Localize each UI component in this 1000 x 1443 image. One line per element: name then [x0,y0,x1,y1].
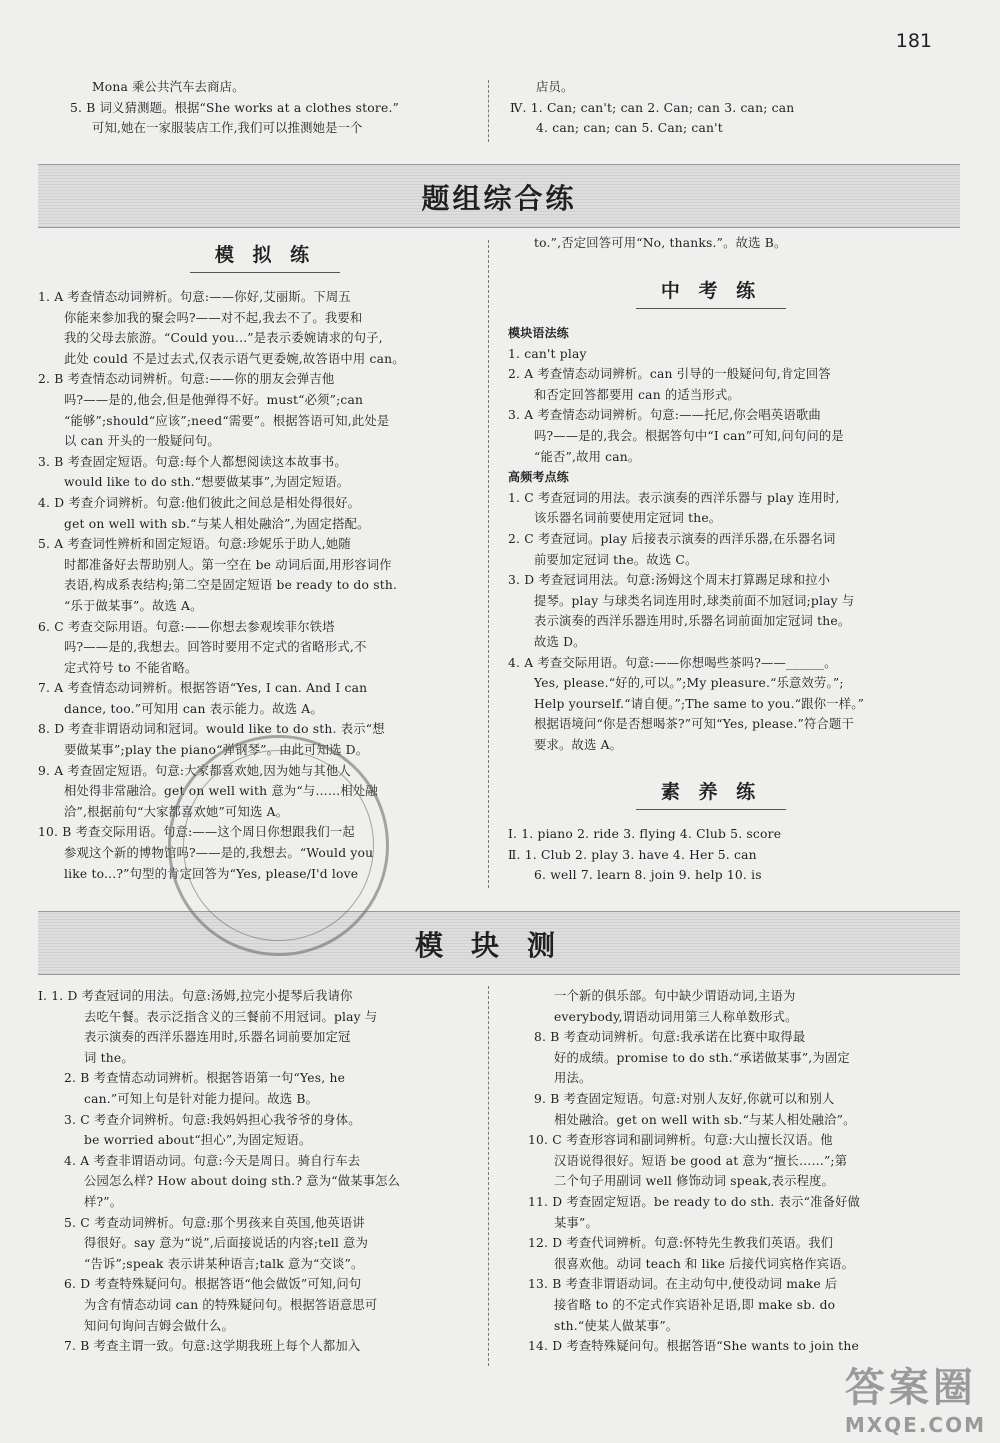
top-left-block [66,77,476,139]
text-line: 根据语境问“你是否想喝茶?”可知“Yes, please.”符合题干 [534,717,854,732]
text-line: 3. D 考查冠词用法。句意:汤姆这个周末打算踢足球和拉小 [508,573,831,588]
text-line: 很喜欢他。动词 teach 和 like 后接代词宾格作宾语。 [554,1256,855,1271]
text-line: 3. B 考查固定短语。句意:每个人都想阅读这本故事书。 [38,454,347,469]
text-line: “能够”;should“应该”;need“需要”。根据答语可知,此处是 [64,413,390,428]
text-line: 一个新的俱乐部。句中缺少谓语动词,主语为 [554,989,796,1003]
text-line: sth.“使某人做某事”。 [554,1318,679,1333]
text-line: 6. C 考查交际用语。句意:——你想去参观埃菲尔铁塔 [38,619,335,634]
text-line: 1. can't play [508,346,587,361]
text-line: would like to do sth.“想要做某事”,为固定短语。 [64,475,350,490]
text-line: Mona 乘公共汽车去商店。 [92,80,245,94]
page-number: 181 [895,30,932,52]
zhongkao-body [508,323,948,755]
text-line: 5. A 考查词性辨析和固定短语。句意:珍妮乐于助人,她随 [38,537,351,552]
text-line: 表示演奏的西洋乐器连用时,乐器名词前面加定冠词 the。 [534,614,851,629]
text-line: 12. D 考查代词辨析。句意:怀特先生教我们英语。我们 [528,1236,834,1251]
text-line: 提琴。play 与球类名词连用时,球类前面不加冠词;play 与 [534,593,855,608]
text-line: 用法。 [554,1071,592,1086]
text-line: 汉语说得很好。短语 be good at 意为“擅长……”;第 [554,1153,848,1168]
text-line: 好的成绩。promise to do sth.“承诺做某事”,为固定 [554,1050,850,1065]
text-line: 吗?——是的,我会。根据答句中“I can”可知,问句问的是 [534,428,844,443]
text-line: 该乐器名词前要使用定冠词 the。 [534,511,722,526]
text-line: 9. A 考查固定短语。句意:大家都喜欢她,因为她与其他人 [38,763,351,778]
column-divider [488,80,489,142]
text-line: 4. D 考查介词辨析。句意:他们彼此之间总是相处得很好。 [38,495,361,510]
text-line: 1. C 考查冠词的用法。表示演奏的西洋乐器与 play 连用时, [508,490,840,505]
text-line: 要做某事”;play the piano“弹钢琴”。由此可知选 D。 [64,743,369,758]
text-line: 得很好。say 意为“说”,后面接说话的内容;tell 意为 [84,1236,369,1251]
text-line: 6. well 7. learn 8. join 9. help 10. is [534,868,762,883]
text-line: 相处融洽。get on well with sb.“与某人相处融洽”。 [554,1112,856,1127]
text-line: 14. D 考查特殊疑问句。根据答语“She wants to join the [528,1339,859,1354]
watermark-logo-text: 答案圈 [844,1365,977,1411]
text-line: 接省略 to 的不定式作宾语补足语,即 make sb. do [554,1297,836,1312]
text-line: 店员。 [536,80,574,94]
column-divider [488,986,489,1366]
text-line: 2. C 考查冠词。play 后接表示演奏的西洋乐器,在乐器名词 [508,531,836,546]
text-line: 4. A 考查交际用语。句意:——你想喝些茶吗?——______。 [508,655,837,670]
text-line: 参观这个新的博物馆吗?——是的,我想去。“Would you [64,846,374,861]
column-divider [488,240,489,888]
text-line: Yes, please.“好的,可以。”;My pleasure.“乐意效劳。”; [534,676,844,691]
text-line: 10. C 考查形容词和副词辨析。句意:大山擅长汉语。他 [528,1133,833,1148]
section-banner-module-test [38,911,960,975]
text-line: 可知,她在一家服装店工作,我们可以推测她是一个 [92,121,363,136]
text-line: 9. B 考查固定短语。句意:对别人友好,你就可以和别人 [534,1091,835,1106]
zhongkao-column [508,233,948,254]
text-line: 2. B 考查情态动词辨析。句意:——你的朋友会弹吉他 [38,372,335,387]
subheading-zhongkao: 中 考 练 [616,276,806,317]
text-line: 我的父母去旅游。“Could you...”是表示委婉请求的句子, [64,331,383,346]
text-line: 4. A 考查非谓语动词。句意:今天是周日。骑自行车去 [64,1153,361,1168]
text-line: 去吃午餐。表示泛指含义的三餐前不用冠词。play 与 [84,1009,378,1024]
suyang-body [508,824,948,886]
text-line: 以 can 开头的一般疑问句。 [64,434,220,449]
text-line: 和否定回答都要用 can 的适当形式。 [534,387,740,402]
text-line: get on well with sb.“与某人相处融洽”,为固定搭配。 [64,516,370,531]
text-line: Help yourself.“请自便。”;The same to you.“跟你一样。” [534,696,865,711]
text-line: 吗?——是的,我想去。回答时要用不定式的省略形式,不 [64,640,367,655]
text-line: like to...?”句型的肯定回答为“Yes, please/I'd love [64,866,359,881]
text-line: 7. B 考查主谓一致。句意:这学期我班上每个人都加入 [64,1339,361,1354]
text-line: “告诉”;speak 表示讲某种语言;talk 意为“交谈”。 [84,1256,364,1271]
text-line: 5. C 考查动词辨析。句意:那个男孩来自英国,他英语讲 [64,1215,365,1230]
watermark-url: MXQE.COM [844,1413,986,1437]
text-line: 词 the。 [84,1050,134,1065]
top-right-block [510,77,940,139]
text-line: 你能来参加我的聚会吗?——对不起,我去不了。我要和 [64,310,363,325]
zk-heading-frequent: 高频考点练 [508,470,570,485]
text-line: 吗?——是的,他会,但是他弹得不好。must“必须”;can [64,392,364,407]
text-line: 时都准备好去帮助别人。第一空在 be 动词后面,用形容词作 [64,557,392,572]
text-line: 11. D 考查固定短语。be ready to do sth. 表示“准备好做 [528,1194,861,1209]
text-line: 6. D 考查特殊疑问句。根据答语“他会做饭”可知,问句 [64,1277,362,1292]
text-line: 13. B 考查非谓语动词。在主动句中,使役动词 make 后 [528,1277,838,1292]
text-line: 相处得非常融洽。get on well with 意为“与……相处融 [64,784,378,799]
text-line: 4. can; can; can 5. Can; can't [536,121,723,136]
text-line: 此处 could 不是过去式,仅表示语气更委婉,故答语中用 can。 [64,351,405,366]
text-line: 7. A 考查情态动词辨析。根据答语“Yes, I can. And I can [38,681,368,696]
site-watermark [845,1356,986,1437]
text-line: everybody,谓语动词用第三人称单数形式。 [554,1009,798,1024]
text-line: Ⅱ. 1. Club 2. play 3. have 4. Her 5. can [508,847,757,862]
text-line: 前要加定冠词 the。故选 C。 [534,552,698,567]
text-line: 8. B 考查动词辨析。句意:我承诺在比赛中取得最 [534,1030,806,1045]
text-line: 二个句子用副词 well 修饰动词 speak,表示程度。 [554,1174,835,1189]
text-line: 某事”。 [554,1215,598,1230]
zk-heading-grammar: 模块语法练 [508,326,570,340]
text-line: can.”可知上句是针对能力提问。故选 B。 [84,1091,319,1106]
text-line: 表示演奏的西洋乐器连用时,乐器名词前要加定冠 [84,1030,351,1045]
text-line: 故选 D。 [534,634,586,649]
text-line: 3. C 考查介词辨析。句意:我妈妈担心我爷爷的身体。 [64,1112,361,1127]
text-line: “能否”,故用 can。 [534,449,641,464]
text-line: to.”,否定回答可用“No, thanks.”。故选 B。 [534,236,787,250]
text-line: Ⅰ. 1. piano 2. ride 3. flying 4. Club 5. score [508,827,782,841]
text-line: 2. A 考查情态动词辨析。can 引导的一般疑问句,肯定回答 [508,367,831,382]
section-banner-practice [38,164,960,228]
text-line: 要求。故选 A。 [534,737,623,752]
module-test-right [508,986,948,1357]
text-line: 洽”,根据前句“大家都喜欢她”可知选 A。 [64,804,289,819]
text-line: 8. D 考查非谓语动词和冠词。would like to do sth. 表示“想 [38,722,385,737]
subheading-moni: 模 拟 练 [170,240,360,281]
module-test-left [38,986,468,1357]
text-line: 5. B 词义猜测题。根据“She works at a clothes store.” [70,100,400,115]
text-line: Ⅳ. 1. Can; can't; can 2. Can; can 3. can; can [510,100,795,115]
section-title: 题组综合练 [421,182,577,215]
text-line: 为含有情态动词 can 的特殊疑问句。根据答语意思可 [84,1297,378,1312]
subheading-suyang: 素 养 练 [616,777,806,818]
text-line: 2. B 考查情态动词辨析。根据答语第一句“Yes, he [64,1071,346,1086]
text-line: 公园怎么样? How about doing sth.? 意为“做某事怎么 [84,1174,401,1189]
text-line: be worried about“担心”,为固定短语。 [84,1133,312,1148]
text-line: 样?”。 [84,1194,123,1209]
text-line: “乐于做某事”。故选 A。 [64,598,203,613]
text-line: Ⅰ. 1. D 考查冠词的用法。句意:汤姆,拉完小提琴后我请你 [38,989,353,1003]
section-title: 模块测 [414,929,583,962]
text-line: 3. A 考查情态动词辨析。句意:——托尼,你会唱英语歌曲 [508,408,821,423]
text-line: 10. B 考查交际用语。句意:——这个周日你想跟我们一起 [38,825,355,840]
text-line: 定式符号 to 不能省略。 [64,660,198,675]
text-line: 知问句询问吉姆会做什么。 [84,1318,234,1333]
text-line: 1. A 考查情态动词辨析。句意:——你好,艾丽斯。下周五 [38,290,351,304]
text-line: 表语,构成系表结构;第二空是固定短语 be ready to do sth. [64,578,398,593]
text-line: dance, too.”可知用 can 表示能力。故选 A。 [64,701,323,716]
